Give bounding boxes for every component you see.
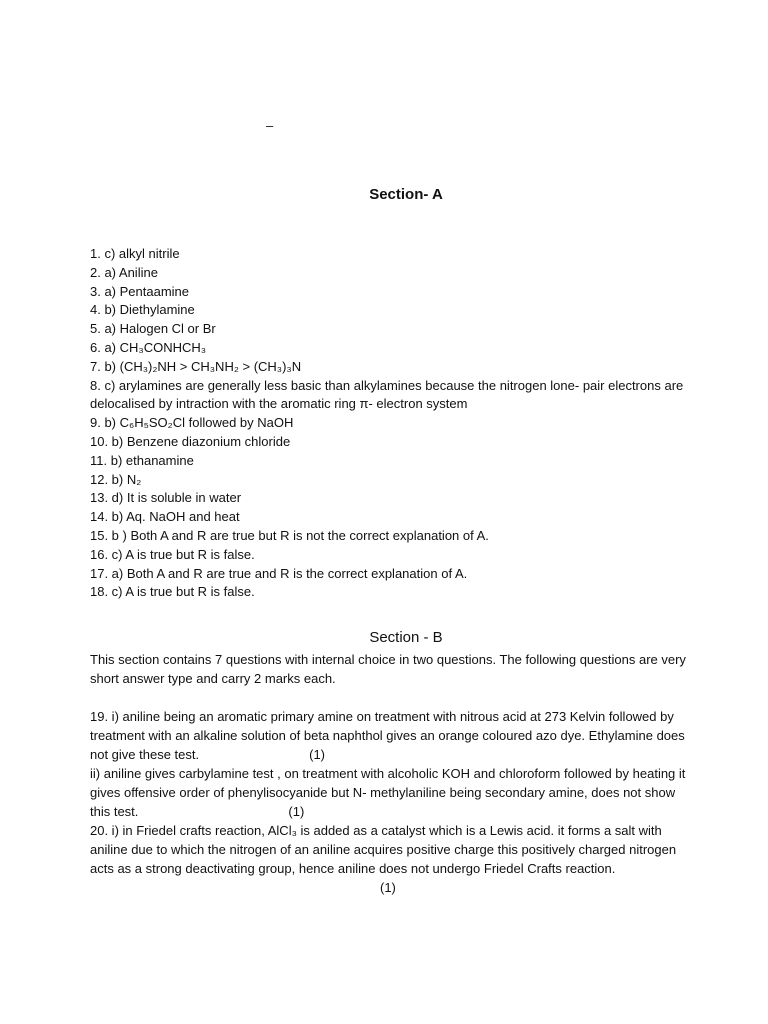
question-19-part-i [90, 707, 690, 764]
answer-item: 2. a) Aniline [90, 264, 158, 280]
question-20-part-i [90, 821, 690, 897]
answer-item: 8. c) arylamines are generally less basic than alkylamines because the nitrogen lone- pair electrons are delocalised by intraction with the aromatic ring π- electron system [90, 377, 684, 412]
answer-item: 6. a) CH₃CONHCH₃ [90, 339, 207, 355]
answer-text: ii) aniline gives carbylamine test , on treatment with alcoholic KOH and chloroform followed by heating it gives offensive order of phenylisocyanide but N- methylaniline being secondary amine, does not show this test. [90, 766, 686, 819]
section-b-intro: This section contains 7 questions with internal choice in two questions. The following questions are very short answer type and carry 2 marks each. [90, 652, 686, 686]
answer-item: 1. c) alkyl nitrile [90, 246, 180, 261]
answer-text: 20. i) in Friedel crafts reaction, AlCl₃ is added as a catalyst which is a Lewis acid. it forms a salt with aniline due to which the nitrogen of an aniline acquires positive charge this positively charged nitrogen acts as a strong deactivating group, hence aniline does not undergo Friedel Crafts reaction. [90, 823, 677, 876]
header-dash: – [266, 118, 274, 133]
answer-item: 3. a) Pentaamine [90, 283, 190, 299]
answer-item: 14. b) Aq. NaOH and heat [90, 509, 240, 525]
answer-item: 7. b) (CH₃)₂NH > CH₃NH₂ > (CH₃)₃N [90, 358, 302, 374]
question-19-part-ii [90, 764, 690, 821]
answer-item: 12. b) N₂ [90, 471, 142, 487]
answer-item: 10. b) Benzene diazonium chloride [90, 433, 291, 449]
answer-item: 11. b) ethanamine [90, 452, 194, 468]
answer-item: 18. c) A is true but R is false. [90, 584, 255, 600]
answer-item: 16. c) A is true but R is false. [90, 546, 255, 562]
marks-label: (1) [309, 747, 326, 762]
section-a-answer-list [90, 245, 690, 602]
answer-item: 9. b) C₆H₅SO₂Cl followed by NaOH [90, 415, 294, 431]
section-b-body [90, 650, 690, 897]
section-b-title: Section - B [369, 629, 443, 646]
answer-text: 19. i) aniline being an aromatic primary amine on treatment with nitrous acid at 273 Kelvin followed by treatment with an alkaline solution of beta naphthol gives an orange coloured azo dye. Ethylamine does not give these test. [90, 709, 685, 762]
answer-item: 17. a) Both A and R are true and R is the correct explanation of A. [90, 565, 468, 581]
answer-item: 4. b) Diethylamine [90, 302, 195, 318]
marks-label: (1) [380, 880, 396, 895]
marks-label: (1) [288, 804, 305, 819]
section-a-title: Section- A [369, 186, 443, 203]
paragraph-gap [90, 688, 690, 707]
answer-item: 15. b ) Both A and R are true but R is not the correct explanation of A. [90, 527, 489, 543]
answer-item: 13. d) It is soluble in water [90, 490, 242, 506]
answer-item: 5. a) Halogen Cl or Br [90, 321, 216, 337]
